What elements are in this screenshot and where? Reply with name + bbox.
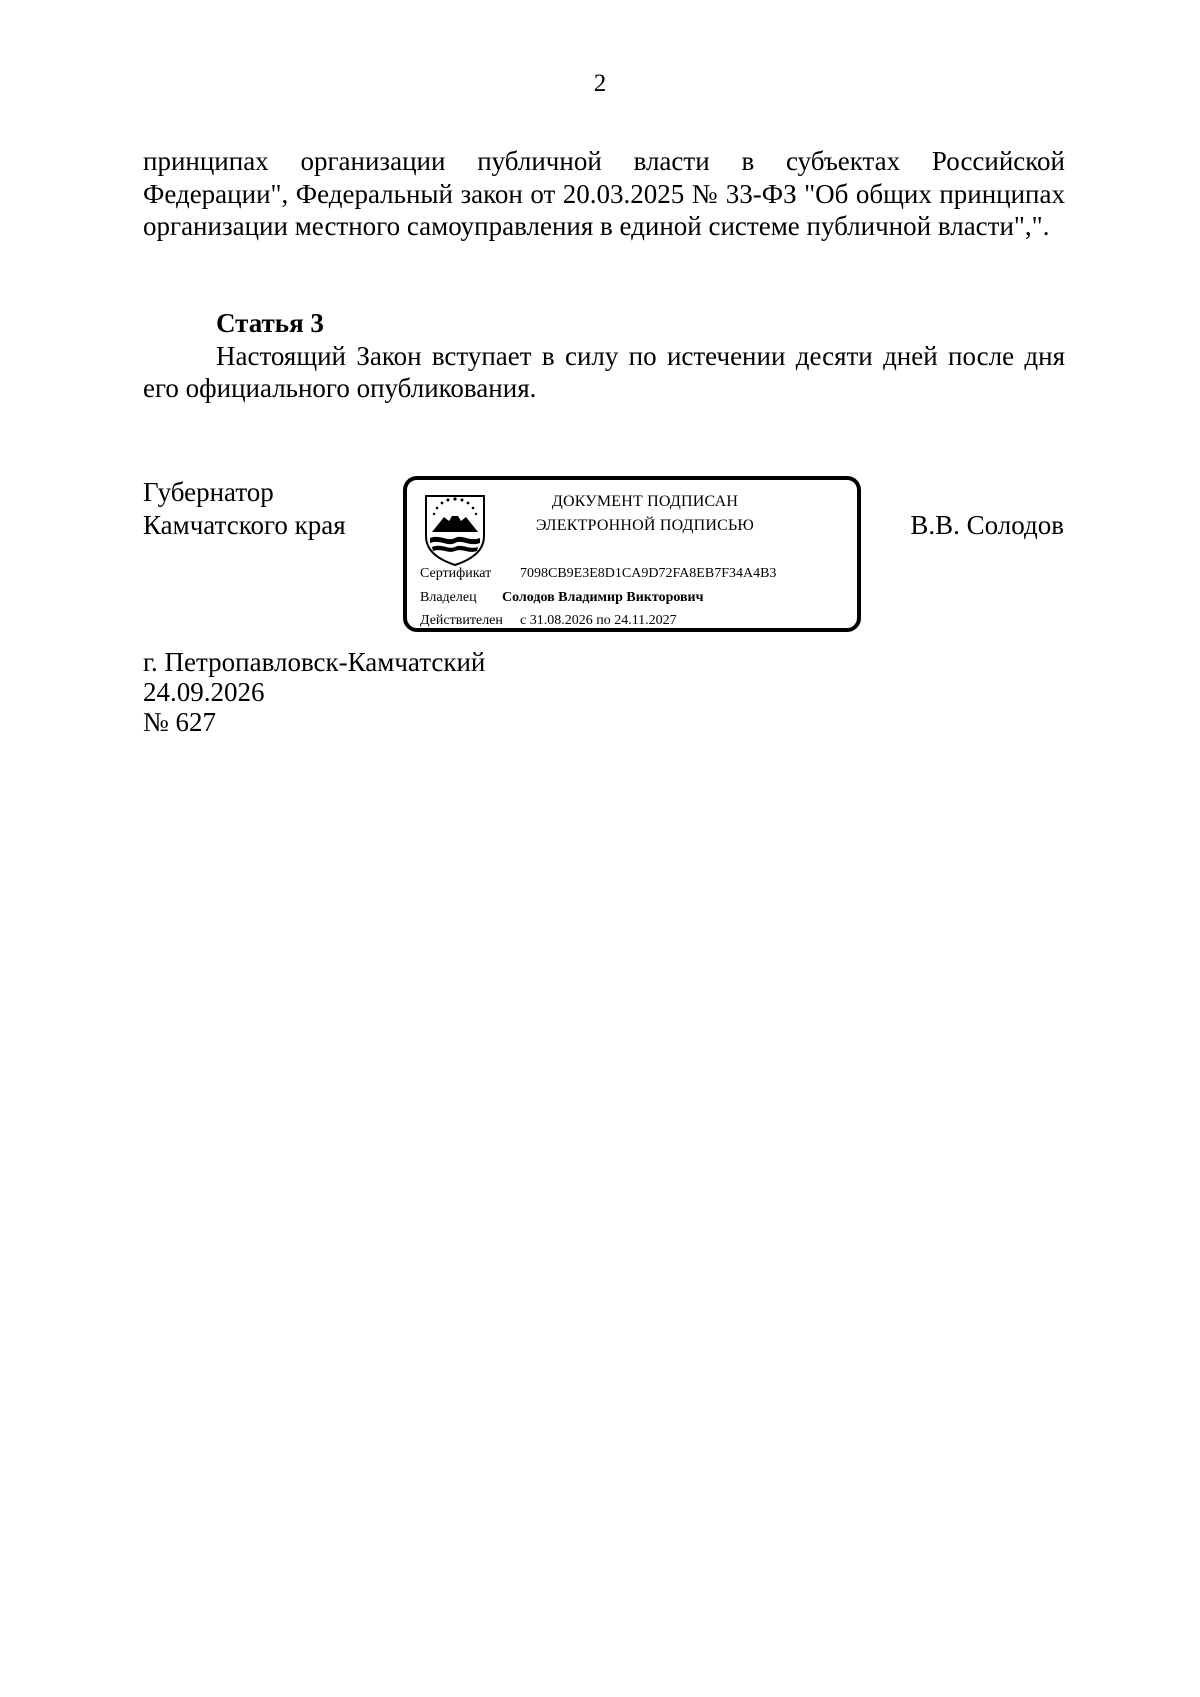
signing-date: 24.09.2026 — [143, 677, 265, 707]
article-title: Статья 3 — [216, 308, 324, 338]
electronic-signature-stamp — [403, 476, 861, 632]
validity-value: с 31.08.2026 по 24.11.2027 — [520, 613, 677, 628]
article-3 — [143, 307, 1065, 405]
article-text: Настоящий Закон вступает в силу по истечении десяти дней после дня его официального опубликования. — [143, 340, 1065, 404]
owner-label: Владелец — [420, 590, 477, 605]
place-date-block — [143, 647, 485, 737]
place-of-signing: г. Петропавловск-Камчатский — [143, 647, 486, 677]
law-number: № 627 — [143, 707, 217, 737]
certificate-label: Сертификат — [420, 566, 492, 581]
stamp-heading-line-1: ДОКУМЕНТ ПОДПИСАН — [551, 493, 739, 510]
stamp-validity-row — [420, 612, 677, 630]
signatory-position — [143, 476, 346, 541]
stamp-heading-line-2: ЭЛЕКТРОННОЙ ПОДПИСЬЮ — [535, 517, 755, 534]
stamp-owner-row — [420, 589, 704, 607]
position-line-2: Камчатского края — [143, 509, 346, 540]
owner-value: Солодов Владимир Викторович — [502, 590, 704, 605]
stamp-certificate-row — [420, 565, 776, 583]
validity-label: Действителен — [420, 613, 503, 628]
body-paragraph: принципах организации публичной власти в субъектах Российской Федерации", Федеральный закон от 20.03.2025 № 33-ФЗ "Об общих принципах организации местного самоуправления в единой системе публичной власти",". — [143, 146, 1065, 242]
certificate-value: 7098CB9E3E8D1CA9D72FA8EB7F34A4B3 — [520, 566, 777, 581]
signer-name: В.В. Солодов — [910, 510, 1064, 540]
coat-of-arms-icon — [420, 490, 490, 566]
stamp-heading — [495, 490, 795, 538]
position-line-1: Губернатор — [143, 477, 274, 507]
page-number: 2 — [593, 70, 607, 97]
